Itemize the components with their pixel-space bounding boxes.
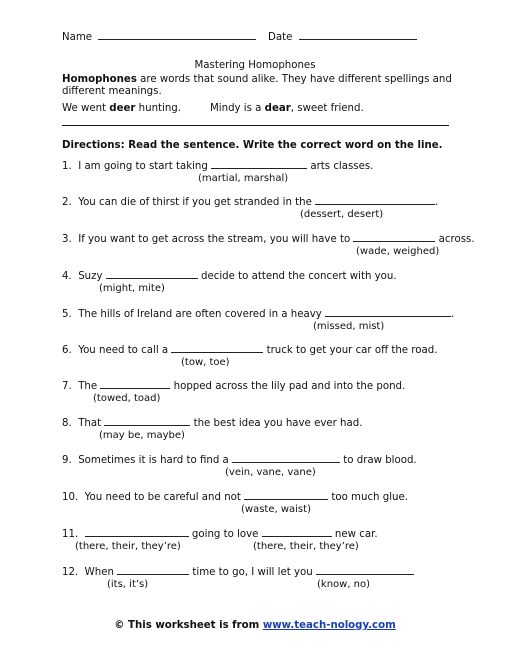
- definition-term: Homophones: [62, 74, 137, 85]
- question-5: 5. The hills of Ireland are often covered in a heavy .: [62, 309, 455, 320]
- example-word-dear: dear: [264, 103, 291, 114]
- choices-6: (tow, toe): [181, 357, 230, 368]
- answer-blank-1[interactable]: [211, 167, 307, 169]
- date-label: Date: [268, 32, 293, 43]
- date-blank[interactable]: [299, 38, 417, 40]
- choices-2: (dessert, desert): [300, 209, 384, 220]
- divider-line: [62, 125, 449, 126]
- answer-blank-11b[interactable]: [262, 535, 332, 537]
- answer-blank-7[interactable]: [100, 387, 170, 389]
- answer-blank-11a[interactable]: [85, 535, 189, 537]
- answer-blank-8[interactable]: [104, 424, 190, 426]
- choices-9: (vein, vane, vane): [225, 467, 316, 478]
- choices-7: (towed, toad): [93, 393, 161, 404]
- example-word-deer: deer: [109, 103, 136, 114]
- question-8: 8. That the best idea you have ever had.: [62, 418, 363, 429]
- question-7: 7. The hopped across the lily pad and into the pond.: [62, 381, 406, 392]
- choices-12a: (its, it’s): [107, 579, 149, 590]
- page-title: Mastering Homophones: [194, 60, 316, 71]
- definition-text: are words that sound alike. They have different spellings and: [136, 74, 452, 85]
- definition-line-2: different meanings.: [62, 86, 162, 97]
- choices-12b: (know, no): [317, 579, 371, 590]
- choices-10: (waste, waist): [241, 504, 311, 515]
- footer-link[interactable]: www.teach-nology.com: [262, 620, 396, 631]
- question-6: 6. You need to call a truck to get your car off the road.: [62, 345, 438, 356]
- question-9: 9. Sometimes it is hard to find a to draw blood.: [62, 455, 417, 466]
- question-12: 12. When time to go, I will let you: [62, 567, 414, 578]
- answer-blank-2[interactable]: [315, 203, 435, 205]
- date-field: [268, 32, 417, 43]
- choices-5: (missed, mist): [313, 321, 385, 332]
- example-sentence-1: We went deer hunting.: [62, 103, 182, 114]
- answer-blank-9[interactable]: [232, 461, 340, 463]
- answer-blank-4[interactable]: [106, 277, 198, 279]
- question-3: 3. If you want to get across the stream, you will have to across.: [62, 234, 475, 245]
- question-10: 10. You need to be careful and not too much glue.: [62, 492, 408, 503]
- name-field: [62, 32, 256, 43]
- example-sentence-2: Mindy is a dear, sweet friend.: [210, 103, 364, 114]
- choices-1: (martial, marshal): [198, 173, 289, 184]
- name-label: Name: [62, 32, 93, 43]
- choices-11a: (there, their, they’re): [75, 541, 181, 552]
- question-4: 4. Suzy decide to attend the concert with you.: [62, 271, 397, 282]
- name-blank[interactable]: [98, 38, 256, 40]
- footer: [0, 620, 510, 631]
- answer-blank-10[interactable]: [244, 498, 328, 500]
- question-11: 11. going to love new car.: [62, 529, 378, 540]
- question-1: 1. I am going to start taking arts classes.: [62, 161, 374, 172]
- directions: Directions: Read the sentence. Write the correct word on the line.: [62, 140, 443, 151]
- answer-blank-12b[interactable]: [316, 573, 414, 575]
- question-2: 2. You can die of thirst if you get stranded in the .: [62, 197, 439, 208]
- footer-text: © This worksheet is from: [114, 620, 263, 631]
- choices-8: (may be, maybe): [99, 430, 185, 441]
- choices-11b: (there, their, they’re): [253, 541, 359, 552]
- choices-3: (wade, weighed): [356, 246, 440, 257]
- answer-blank-5[interactable]: [325, 315, 451, 317]
- choices-4: (might, mite): [99, 283, 165, 294]
- answer-blank-3[interactable]: [353, 240, 435, 242]
- answer-blank-12a[interactable]: [117, 573, 189, 575]
- answer-blank-6[interactable]: [171, 351, 263, 353]
- definition-line-1: [62, 74, 452, 85]
